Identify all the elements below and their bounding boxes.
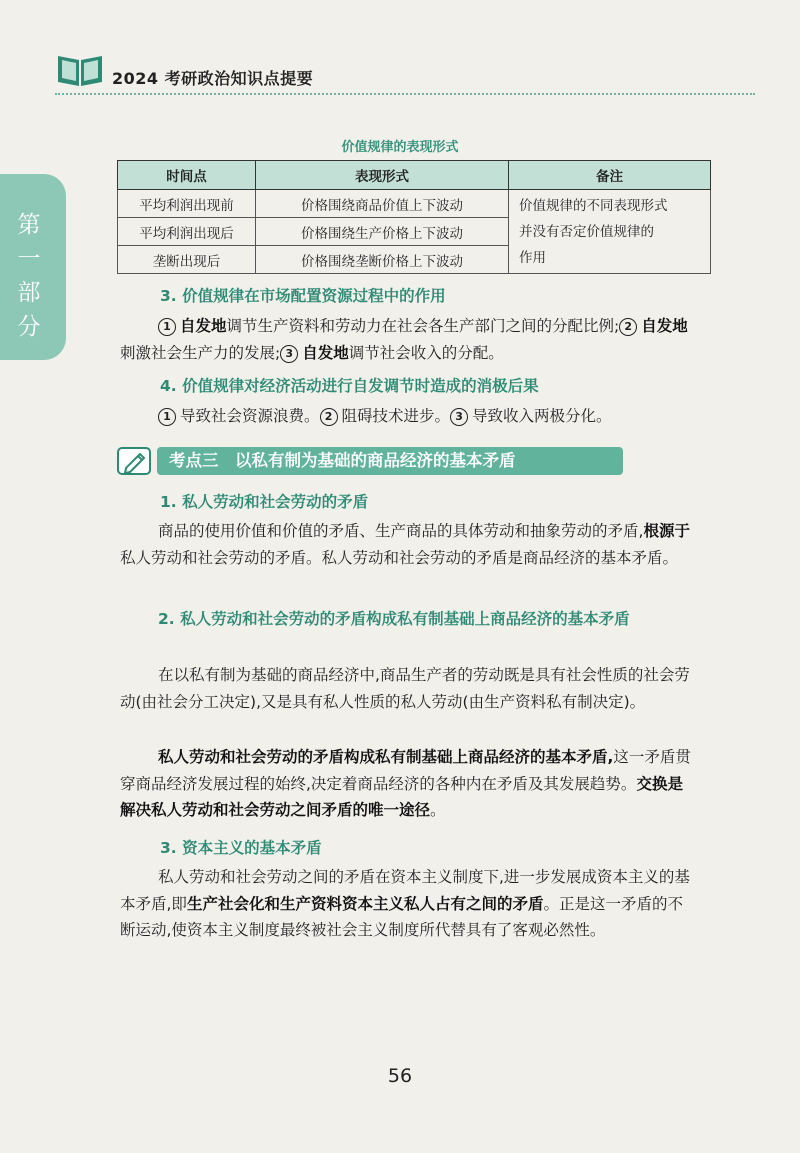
text: 在以私有制为基础的商品经济中,商品生产者的劳动既是具有社会性质的社会劳动(由社会分工决定),又是具有私人性质的私人劳动(由生产资料私有制决定)。	[120, 666, 690, 711]
emphasis: 自发地	[302, 343, 349, 362]
value-law-table	[117, 160, 711, 274]
number-circle: 3	[280, 345, 298, 363]
running-header-title: 2024 考研政治知识点提要	[112, 69, 314, 88]
part-char: 部	[17, 280, 41, 306]
text: 导致收入两极分化。	[472, 407, 612, 425]
part-char: 分	[17, 314, 41, 340]
text: 私人劳动和社会劳动之间的矛盾在资本主义制度下,进一步发展成资本主义的基本矛盾,即	[120, 868, 690, 913]
paragraph	[120, 518, 698, 571]
paragraph	[120, 864, 698, 944]
table-header-row	[118, 161, 711, 190]
cell-time: 垄断出现后	[118, 246, 256, 274]
emphasis: 生产社会化和生产资料资本主义私人占有之间的矛盾	[186, 894, 544, 913]
text: 。正是这一矛盾的不断运动,使资本主义制度最终被社会主义制度所代替具有了客观必然性。	[120, 894, 683, 939]
header-divider	[55, 93, 755, 95]
kaodian-banner	[117, 447, 623, 475]
cell-form: 价格围绕垄断价格上下波动	[256, 246, 509, 274]
text: 。	[430, 801, 446, 819]
part-side-tab	[0, 174, 66, 360]
text: 导致社会资源浪费。	[180, 407, 320, 425]
col-header-time: 时间点	[118, 161, 256, 190]
text: 阻碍技术进步。	[341, 407, 451, 425]
section-heading: 4. 价值规律对经济活动进行自发调节时造成的消极后果	[160, 377, 539, 395]
section-heading: 3. 资本主义的基本矛盾	[160, 839, 322, 857]
paragraph	[120, 744, 698, 824]
emphasis: 交换是解决私人劳动和社会劳动之间矛盾的唯一途径	[120, 774, 683, 819]
number-circle: 2	[320, 408, 338, 426]
cell-time: 平均利润出现前	[118, 190, 256, 218]
paragraph	[120, 662, 698, 715]
emphasis: 自发地	[180, 317, 227, 335]
table-caption: 价值规律的表现形式	[341, 140, 459, 155]
col-header-form: 表现形式	[256, 161, 509, 190]
note-line: 并没有否定价值规律的	[519, 223, 654, 240]
note-line: 作用	[519, 249, 546, 266]
page-number: 56	[387, 1065, 413, 1087]
col-header-note: 备注	[509, 161, 711, 190]
cell-time: 平均利润出现后	[118, 218, 256, 246]
text: 私人劳动和社会劳动的矛盾。私人劳动和社会劳动的矛盾是商品经济的基本矛盾。	[120, 548, 679, 567]
kaodian-title: 考点三 以私有制为基础的商品经济的基本矛盾	[157, 447, 623, 475]
text: 调节社会收入的分配。	[348, 343, 504, 362]
text: 商品的使用价值和价值的矛盾、生产商品的具体劳动和抽象劳动的矛盾,	[158, 522, 644, 540]
cell-note	[509, 190, 711, 274]
number-circle: 1	[158, 318, 176, 336]
text: 刺激社会生产力的发展;	[120, 343, 281, 362]
number-circle: 3	[450, 408, 468, 426]
paragraph	[120, 313, 698, 366]
text: 调节生产资料和劳动力在社会各生产部门之间的分配比例;	[226, 317, 620, 335]
part-label	[10, 208, 48, 344]
open-book-icon	[55, 52, 105, 88]
table-row	[118, 190, 711, 218]
paragraph	[120, 403, 698, 430]
number-circle: 2	[619, 318, 637, 336]
emphasis: 私人劳动和社会劳动的矛盾构成私有制基础上商品经济的基本矛盾,	[158, 748, 614, 766]
pencil-icon	[117, 447, 151, 475]
part-char: 第	[17, 212, 41, 238]
emphasis: 自发地	[641, 317, 688, 335]
part-char: 一	[17, 246, 41, 272]
emphasis: 根源于	[643, 522, 690, 540]
section-heading: 1. 私人劳动和社会劳动的矛盾	[160, 493, 369, 511]
number-circle: 1	[158, 408, 176, 426]
text: 这一矛盾贯穿商品经济发展过程的始终,决定着商品经济的各种内在矛盾及其发展趋势。	[120, 748, 691, 793]
section-heading: 3. 价值规律在市场配置资源过程中的作用	[160, 287, 446, 305]
note-line: 价值规律的不同表现形式	[519, 197, 668, 214]
cell-form: 价格围绕生产价格上下波动	[256, 218, 509, 246]
cell-form: 价格围绕商品价值上下波动	[256, 190, 509, 218]
section-heading: 2. 私人劳动和社会劳动的矛盾构成私有制基础上商品经济的基本矛盾	[158, 610, 630, 628]
